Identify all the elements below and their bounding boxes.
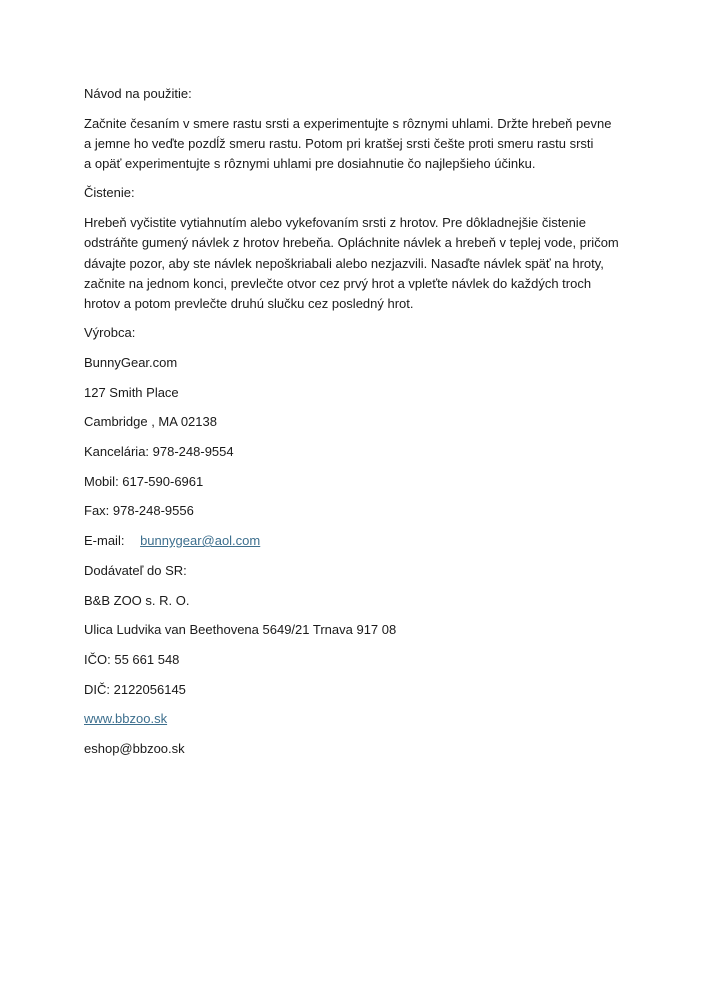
manufacturer-fax: Fax: 978-248-9556: [84, 503, 194, 518]
cleaning-line: dávajte pozor, aby ste návlek nepoškriabali alebo nezjazvili. Nasaďte návlek späť na hroty,: [84, 256, 604, 271]
supplier-ico: IČO: 55 661 548: [84, 652, 180, 667]
manufacturer-email-label: E-mail:: [84, 533, 125, 548]
cleaning-line: odstráňte gumený návlek z hrotov hrebeňa. Opláchnite návlek a hrebeň v teplej vode, pričom: [84, 235, 619, 250]
supplier-website-link[interactable]: www.bbzoo.sk: [84, 711, 168, 726]
manufacturer-email-row: [84, 533, 260, 549]
manufacturer-name: BunnyGear.com: [84, 355, 178, 370]
manufacturer-office-phone: Kancelária: 978-248-9554: [84, 444, 234, 459]
instructions-line: Začnite česaním v smere rastu srsti a experimentujte s rôznymi uhlami. Držte hrebeň pevne: [84, 116, 612, 131]
manufacturer-heading: Výrobca:: [84, 325, 136, 340]
supplier-website-row: [84, 711, 167, 727]
supplier-address: Ulica Ludvika van Beethovena 5649/21 Trnava 917 08: [84, 622, 397, 637]
instructions-heading: Návod na použitie:: [84, 86, 192, 101]
supplier-heading: Dodávateľ do SR:: [84, 563, 187, 578]
supplier-email: eshop@bbzoo.sk: [84, 741, 185, 756]
instructions-line: a opäť experimentujte s rôznymi uhlami pre dosiahnutie čo najlepšieho účinku.: [84, 156, 536, 171]
manufacturer-city: Cambridge , MA 02138: [84, 414, 217, 429]
cleaning-line: začnite na jednom konci, prevlečte otvor cez prvý hrot a vpleťte návlek do každých troch: [84, 276, 592, 291]
manufacturer-street: 127 Smith Place: [84, 385, 179, 400]
manufacturer-mobile-phone: Mobil: 617-590-6961: [84, 474, 204, 489]
cleaning-heading: Čistenie:: [84, 185, 135, 200]
instructions-line: a jemne ho veďte pozdĺž smeru rastu. Potom pri kratšej srsti češte proti smeru rastu srsti: [84, 136, 594, 151]
supplier-name: B&B ZOO s. R. O.: [84, 593, 190, 608]
supplier-dic: DIČ: 2122056145: [84, 682, 186, 697]
manufacturer-email-link[interactable]: bunnygear@aol.com: [140, 533, 261, 548]
cleaning-line: hrotov a potom prevlečte druhú slučku cez posledný hrot.: [84, 296, 414, 311]
cleaning-line: Hrebeň vyčistite vytiahnutím alebo vykefovaním srsti z hrotov. Pre dôkladnejšie čistenie: [84, 215, 586, 230]
